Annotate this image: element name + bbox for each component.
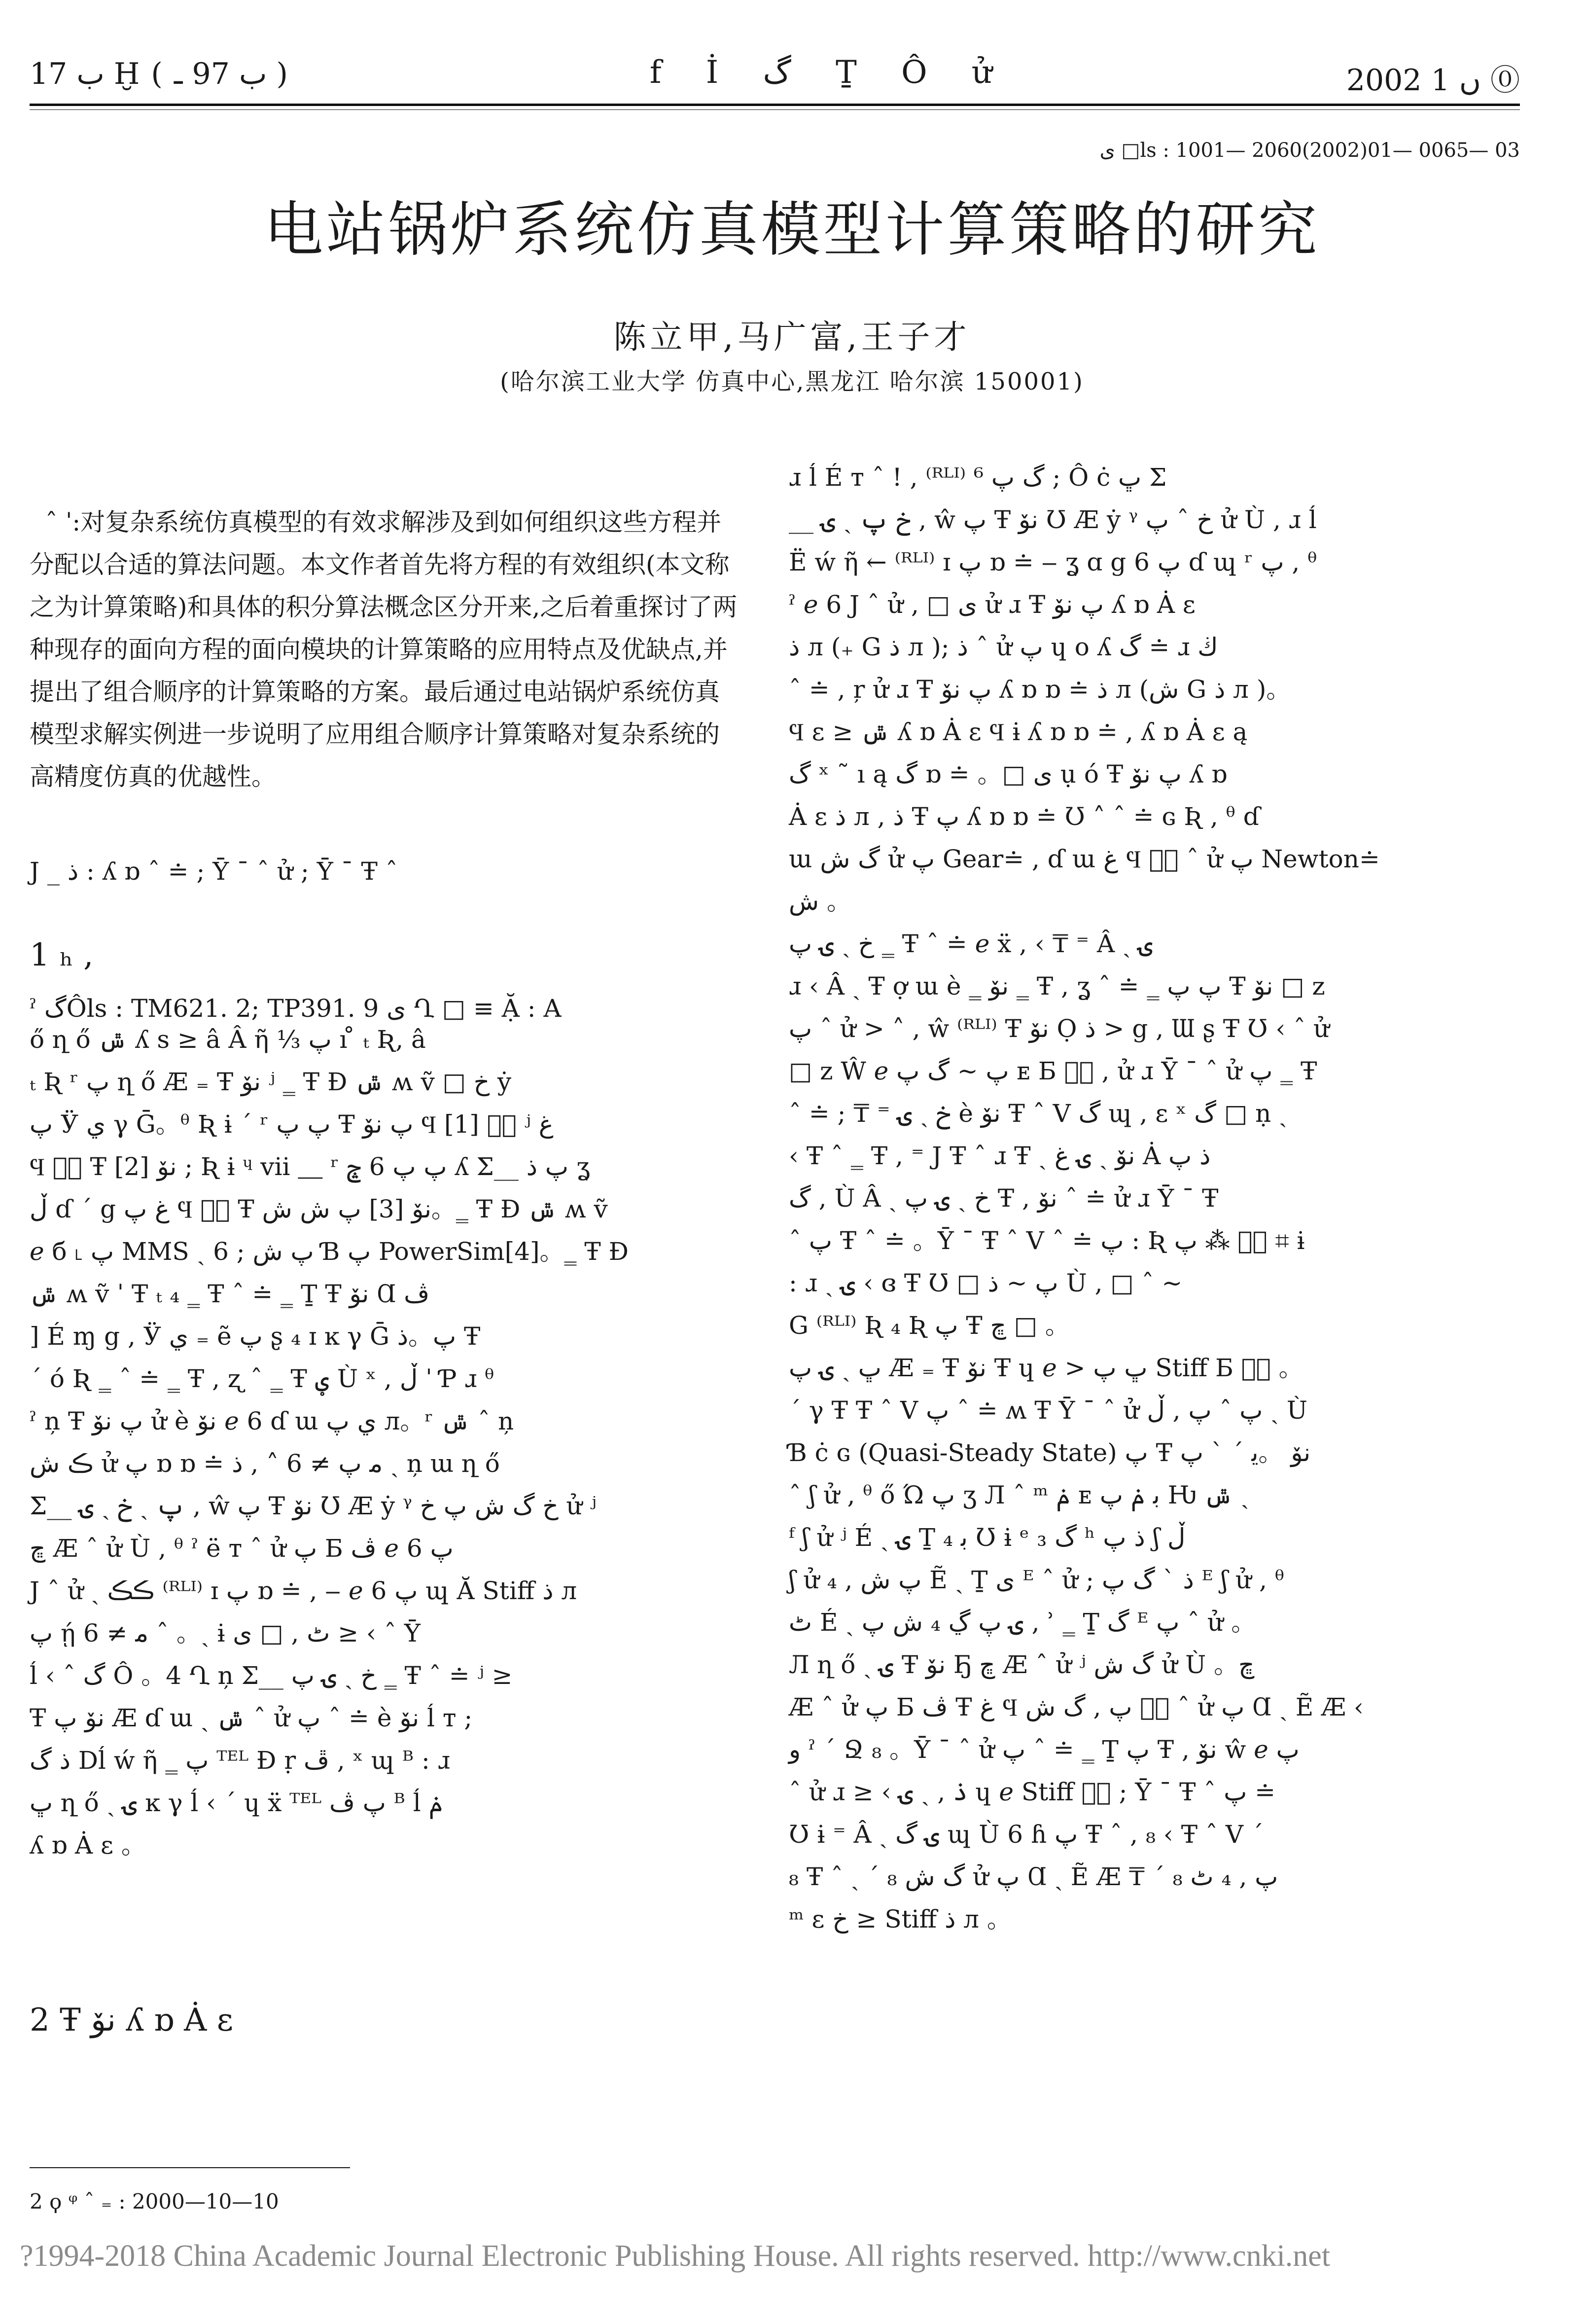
copyright-watermark: ?1994-2018 China Academic Journal Electronic Publishing House. All rights reserved. http://www.cnki.net [20,2239,1331,2273]
header-journal-name: f İ گ Ṯ Ô ử [649,54,992,91]
body-text-left-column: ő ղ ő ݜ ʎ s ≥ â Â ῆ ⅓ پ ı ̊ ₜ Ʀ, â ₜ Ʀ ʳ پ ղ ő Æ ₌ Ŧ نۆ ʲ ‗ Ŧ Ɖ ݜ ʍ ṽ □ خ ẏ پ Ӱ ي γ Ḡ。ᶿ Ʀ ɨ ˊ ʳ پ پ Ŧ پ نۆ Ϥ نٜ [1] ʲ غ Ϥ نٜ Ŧ نۆ [2] ; Ʀ ɨ ᶣ vii ⸏ ʳ پ پ 6 ݘ ʎ Σ__ پ ذ ʓ ڵ ɗ ˊ g غ پ Ϥ نٜ Ŧ نۆ [3] پ ش ش。‗ Ŧ Ɖ ݜ ʍ ṽ ℯ б ˪ پ MMS ˎ پ ش ; 6 Ɓ پ PowerSim[4]。‗ Ŧ Ɖ ݜ ʍ ṽ ˈ Ŧ ₜ ₄ ‗ Ŧ ˆ ≐ ‗ Ṯ Ŧ نۆ Ɑ ڤ ] É ɱ g , Ӱ ي ₌ ẽ پ ʂ ₄ ɪ ĸ γ Ḡ پ。ذ Ŧ ˊ ó Ʀ ‗ ˆ ≐ ‗ Ŧ , ʐ ˆ ‗ Ŧ ؠ Ù ˣ , ڵ ˈ Ƥ ɹ ᶿ ˀ ņ Ŧ پ نۆ ử è نۆ ℯ 6 ɗ ɯ ي پ л。ʳ ݜ ˆ ņ ڪ ش ử پ ɒ ɒ ≐ ﻣ پ ≠ 6 ˄ , ذ ˏ ņ ɯ ղ ő Σ__ پ ˎ خ ˎ ۍ , ŵ پ Ŧ نۆ Ʊ Æ ẏ ᵞ خ گ ش پ خ ử ʲ ڇ Æ ˆ ử Ù , ᶿ ˀ ë ᴛ ˆ ử پ Б ڤ ℯ 6 پ J ˆ ử ˎ ڪڪ ⁽ᴿᴸᴵ⁾ ɪ پ ɒ ≐ , ‒ ℯ 6 پ ɰ Ă Stiff ذ л پ ῄ ﻣ ≠ 6 ˆ 。ˎ ɨ ٹ , □ ى ≥ ‹ ˆ Ȳ ĺ ‹ ˆ گ Ô 。4 Ղ ņ Σ__ خ ˎ ۍ پ ‗ Ŧ ˆ ≐ ʲ ≥ Ŧ نۆ پ Æ ɗ ɯ ˏ ݜ ˆ ử پ ˆ ≐ è نۆ ĺ ᴛ ; ذ گ Dĺ ẃ ῆ ‗ پ ᵀᴱᴸ Ɖ ṛ ڦ , ˣ ɰ ᴮ : ɹ ڀ ղ ő ˎ ۍ ĸ γ ĺ ‹ ˊ ɥ ẍ ᵀᴱᴸ پ ڤ ᴮ ĺ ݥ ʎ ɒ Ȧ ɛ 。 [30,1025,629,1859]
header-rule-thick [30,104,1520,106]
abstract-block [30,459,739,1072]
header-rule-thin [30,109,1520,110]
paper-authors: 陈立甲,马广富,王子才 [613,318,971,356]
body-text-right-column: ɹ ĺ É ᴛ ˆ ! , ⁽ᴿᴸᴵ⁾ گ پ ⁶ ; Ô ċ ڀ Σ __ خ پ ˎ ۍ , ŵ پ Ŧ نۆ Ʊ Æ ẏ ᵞ خ ˆ پ ử Ù , ɹ ĺ Ë ẃ ῆ ← ⁽ᴿᴸᴵ⁾ ɪ پ ɒ ≐ ‒ ʓ ɑ g 6 پ ɗ ɰ ʳ پ , ᶿ ˀ ℯ 6 J ˆ ử , □ ى ử ɹ Ŧ پ نۆ ʎ ɒ Ȧ ɛ ذ л (₊ G ذ л ); ذ ˆ ử پ ɥ ᴏ ʎ گ ≐ ɹ ڬ ˆ ≐ , ŗ ử ɹ Ŧ پ نۆ ʎ ɒ ɒ ≐ ذ л (ش G ذ л )。 Ϥ ɛ ≥ ݜ ʎ ɒ Ȧ ɛ Ϥ ɨ ʎ ɒ ɒ ≐ , ʎ ɒ Ȧ ɛ ą گ ˣ ˜ ı ą گ ɒ ≐ 。□ ى ụ ó Ŧ پ نۆ ʎ ɒ Ȧ ɛ ذ л , ذ Ŧ پ ʎ ɒ ɒ ≐ Ʊ ˄ ˆ ≐ ɢ Ʀ , ᶿ ɗ ɯ گ ش ử پ Gear≐ , ɗ ɯ غ Ϥ نٜ ˆ ử پ Newton≐ ش 。 خ ˎ ۍ پ ‗ Ŧ ˆ ≐ ℯ ẍ , ‹ ₸ ⁼ Â ˎ ۍ ɹ ‹ Â ˎ Ŧ ợ ɯ è ‗ نۆ ‗ Ŧ , ʓ ˆ ≐ ‗ پ پ Ŧ نۆ □ ᴢ پ ˆ ử > ˄ , ŵ ⁽ᴿᴸᴵ⁾ Ŧ نۆ Ọ ذ > g , Ɯ ʂ Ŧ Ʊ ‹ ˆ ử □ ᴢ Ŵ ℯ پ ~ گ پ ᴇ Б نٜ , ử ɹ Ȳ ¯ ˆ ử پ ‗ Ŧ ˆ ≐ ; ₸ ⁼ خ ˎ ۍ è نۆ Ŧ ˆ V گ ɰ , ɛ ˣ گ □ ṇ ˎ ‹ Ŧ ˆ ‗ Ŧ , ⁼ J Ŧ ˆ ɹ Ŧ ˎ نۆ ˎ ۍ غ Ȧ ذ پ گ , Ù Â ˎ خ ˎ ۍ پ Ŧ , نۆ ˆ ≐ ử ɹ Ȳ ¯ Ŧ ˆ پ Ŧ ˆ ≐ 。Ȳ ¯ Ŧ ˆ V ˆ ≐ پ : Ʀ نٜ ⁂ پ ⌗ ɨ : ɹ ˎ ۍ ‹ ɞ Ŧ Ʊ □ پ ~ ذ Ù , □ ˆ ~ G ⁽ᴿᴸᴵ⁾ Ʀ ₄ Ʀ پ Ŧ ڇ □ 。 ڀ ˎ ۍ پ Æ ₌ Ŧ نۆ Ŧ ɥ ℯ > ڀ پ Stiff Б نٜ 。 ˊ γ Ŧ Ŧ ˆ V پ ˆ ≐ ʍ Ŧ Ȳ ¯ ˆ ử پ ˆ پ , ڵ ˎ Ù Ɓ ċ ɢ (Quasi-Steady State) پ Ŧ نۆ 。ﻳ ˊ ˋ پ ˆ ʃ ử , ᶿ ő Ώ پ ʒ Л ˆ ᵐ ݥ ᴇ ﺑ ݥ پ Ƕ ݜ ˎ ᶠ ʃ ử ʲ É ˎ ۍ Ṯ ₄ ﺑ Ʊ ɨ ᵉ گ ₃ ʰ ذ پ ʃ ڵ ʃ ử پ ش , ₄ Ẽ ˎ Ṯ ی ᴱ ˆ ử ; ذ ˋ گ پ ᴱ ʃ ử , ᶿ ٹ É ˎ ۍ پ ڲ ₄ ش پ , ʾ ‗ Ṯ گ ᴱ پ ˆ ử 。 Л ղ ő ˎ ۍ Ŧ نۆ Ҕ ڇ Æ ˆ ử ʲ گ ش ử Ù 。ڇ Æ ˆ ử پ Б ڤ Ŧ غ Ϥ نٜ پ , گ ش ˆ ử پ Ɑ ˎ Ẽ Æ ‹ و ˀ ˊ Ջ ₈ 。Ȳ ¯ ˆ ử پ ˆ ≐ ‗ Ṯ پ Ŧ , نۆ ŵ ℯ پ ˆ ử ɹ ≥ ‹ ذ , ˎ ۍ ɥ ℯ Stiff نٜ ; Ȳ ¯ Ŧ ˆ پ ≐ Ʊ ɨ ⁼ Â ˎ ۍ گ ɰ Ù 6 ɦ پ Ŧ ˆ , ₈ ‹ Ŧ ˆ V ˊ ₈ Ŧ ˆ ˎ ˊ ₈ گ ش ử پ Ɑ ˎ Ẽ Æ ₸ ˊ ₈ پ , ₄ ٹ ᵐ ɛ خ ≥ Stiff ذ л 。 [789,463,1380,1933]
author-affiliation: (哈尔滨工业大学 仿真中心,黑龙江 哈尔滨 150001) [500,368,1084,395]
header-year-issue: 2002 ں 1 ⓪ [1346,63,1520,98]
paper-title: 电站锅炉系统仿真模型计算策略的研究 [264,196,1320,264]
abstract-text: ˆ ˈ:对复杂系统仿真模型的有效求解涉及到如何组织这些方程并分配以合适的算法问题。本文作者首先将方程的有效组织(本文称之为计算策略)和具体的积分算法概念区分开来,之后着重探讨了两种现存的面向方程的面向模块的计算策略的应用特点及优缺点,并提出了组合顺序的计算策略的方案。最后通过电站锅炉系统仿真模型求解实例进一步说明了应用组合顺序计算策略对复杂系统的高精度仿真的优越性。 [30,508,738,791]
article-number: ى □ls : 1001— 2060(2002)01— 0065— 03 [1099,139,1520,162]
header-journal-volume: ب 17 Ḫ ( ب 97 ـ ) [30,57,289,91]
section-heading-1: 1 ₕ , [30,937,94,973]
keywords-line: J _ ذ : ʎ ɒ ˆ ≐ ; Ȳ ¯ ˆ ử ; Ȳ ¯ Ŧ ˆ [30,857,398,886]
section-heading-2: 2 Ŧ نۆ ʎ ɒ Ȧ ɛ [30,2002,233,2038]
running-header [30,47,1520,101]
received-date-footnote: 2 ϙ ᵠ ˆ ₌ : 2000—10—10 [30,2189,279,2214]
classification-line: ˀ گÔls : TM621. 2; TP391. 9 ى Ղ □ ≡ Ặ : A [30,994,562,1023]
footnote-rule [30,2167,350,2168]
